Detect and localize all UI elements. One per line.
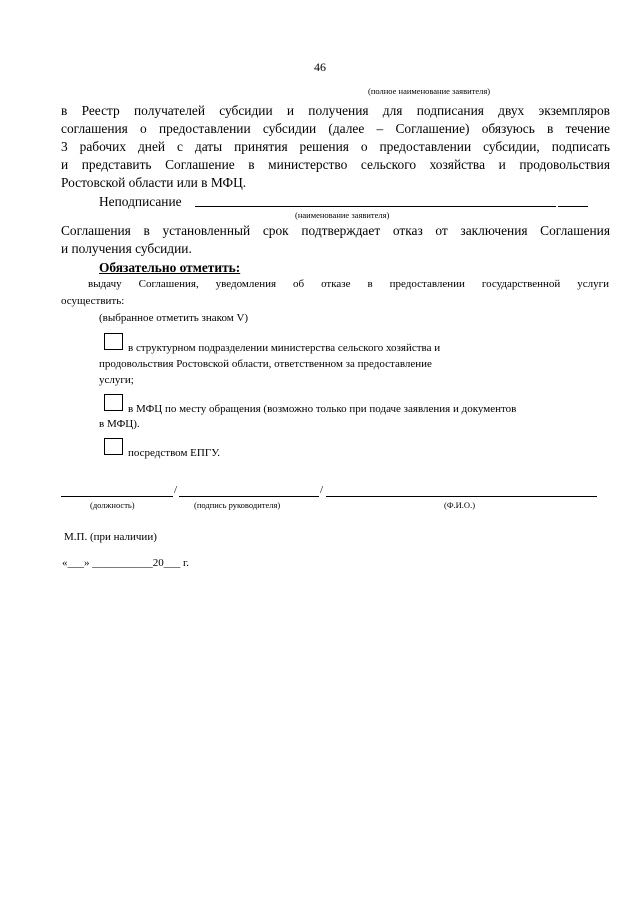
option-mfc-text: в МФЦ по месту обращения (возможно только при подаче заявления и документов: [128, 403, 517, 415]
mark-hint: (выбранное отметить знаком V): [99, 312, 249, 324]
applicant-name-line: [195, 206, 556, 207]
option-ministry-text: услуги;: [99, 374, 134, 386]
full-name-caption: (Ф.И.О.): [444, 500, 476, 510]
signature-caption: (подпись руководителя): [194, 500, 281, 510]
option-ministry-text: в структурном подразделении министерства сельского хозяйства и: [128, 342, 441, 354]
paragraph-line: Соглашения в установленный срок подтверждает отказ от заключения Соглашения: [61, 223, 610, 238]
option-checkbox-mfc[interactable]: [104, 394, 123, 411]
position-line: [61, 496, 173, 497]
option-epgu-text: посредством ЕПГУ.: [128, 447, 220, 459]
issue-text-line: выдачу Соглашения, уведомления об отказе в предоставлении государственной услуги: [88, 278, 609, 290]
option-ministry-text: продовольствия Ростовской области, ответственном за предоставление: [99, 358, 432, 370]
paragraph-line: и представить Соглашение в министерство сельского хозяйства и продовольствия: [61, 157, 610, 172]
applicant-name-caption: (наименование заявителя): [295, 210, 390, 220]
option-checkbox-ministry[interactable]: [104, 333, 123, 350]
paragraph-line: соглашения о предоставлении субсидии (далее – Соглашение) обязуюсь в течение: [61, 121, 610, 136]
option-checkbox-epgu[interactable]: [104, 438, 123, 455]
mandatory-heading: Обязательно отметить:: [99, 260, 241, 275]
paragraph-line: Ростовской области или в МФЦ.: [61, 175, 247, 190]
issue-text-line: осуществить:: [61, 295, 125, 307]
applicant-full-name-caption: (полное наименование заявителя): [368, 86, 491, 96]
position-caption: (должность): [90, 500, 135, 510]
option-mfc-text: в МФЦ).: [99, 418, 140, 430]
page-number: 46: [314, 60, 326, 74]
full-name-line: [326, 496, 597, 497]
applicant-name-line-end: [558, 206, 588, 207]
signature-line: [179, 496, 319, 497]
paragraph-line: 3 рабочих дней с даты принятия решения о предоставлении субсидии, подписать: [61, 139, 610, 154]
stamp-text: М.П. (при наличии): [64, 531, 157, 543]
nonsigning-label: Неподписание: [99, 194, 182, 209]
separator-slash: /: [174, 484, 178, 496]
paragraph-line: в Реестр получателей субсидии и получения для подписания двух экземпляров: [61, 103, 610, 118]
separator-slash: /: [320, 484, 324, 496]
paragraph-line: и получения субсидии.: [61, 241, 192, 256]
date-line: «___» ___________20___ г.: [62, 557, 190, 569]
